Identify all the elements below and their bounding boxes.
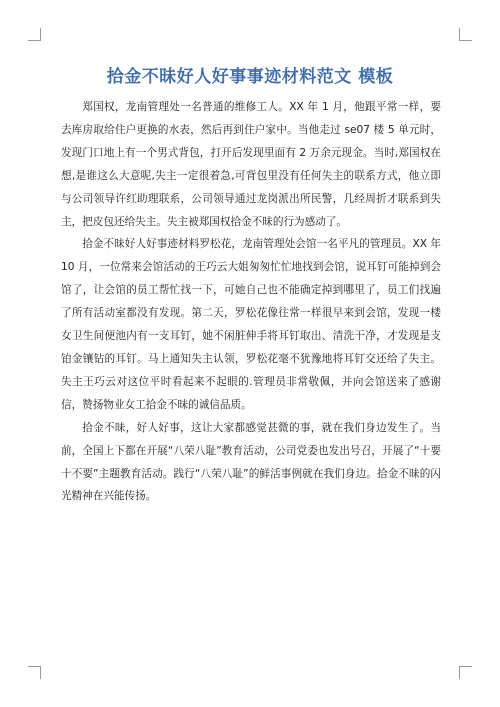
page-corner-mark-top-right xyxy=(459,28,472,41)
page-corner-mark-bottom-left xyxy=(28,666,41,679)
document-body xyxy=(61,96,441,508)
page-title: 拾金不昧好人好事事迹材料范文 模板 xyxy=(106,67,394,87)
page-corner-mark-top-left xyxy=(28,28,41,41)
paragraph-3: 拾金不昧，好人好事，这让大家都感觉甚微的事，就在我们身边发生了。当前，全国上下都在开展“八荣八耻”教育活动，公司党委也发出号召，开展了“十要十不要”主题教育活动。践行“八荣八耻”的鲜活事例就在我们身边。拾金不昧的闪光精神在兴能传扬。 xyxy=(61,421,441,503)
paragraph-2: 拾金不昧好人好事迹材料罗松花，龙南管理处会馆一名平凡的管理员。XX 年 10 月，一位常来会馆活动的王巧云大姐匆匆忙忙地找到会馆，说耳钉可能掉到会馆了，让会馆的员工帮忙找一下，可她自己也不能确定掉到哪里了，员工们找遍了所有活动室都没有发现。第二天，罗松花像往常一样很早来到会馆，发现一楼女卫生间便池内有一支耳钉，她不闲脏伸手将耳钉取出、清洗干净，才发现是支铂金镶钻的耳钉。马上通知失主认领，罗松花毫不犹豫地将耳钉交还给了失主。失主王巧云对这位平时看起来不起眼的.管理员非常敬佩，并向会馆送来了感谢信，赞扬物业女工拾金不昧的诚信品质。 xyxy=(61,238,441,411)
page-corner-mark-bottom-right xyxy=(459,666,472,679)
paragraph-1: 郑国权，龙南管理处一名普通的维修工人。XX 年 1 月，他跟平常一样，要去库房取给住户更换的水表，然后再到住户家中。当他走过 se07 楼 5 单元时，发现门口地上有一个男式背包，打开后发现里面有 2 万余元现金。当时,郑国权在想,是谁这么大意呢,失主一定很着急,可背包里没有任何失主的联系方式，他立即与公司领导许红助理联系，公司领导通过龙岗派出所民警，几经周折才联系到失主，把皮包还给失主。失主被郑国权拾金不昧的行为感动了。 xyxy=(61,101,441,228)
